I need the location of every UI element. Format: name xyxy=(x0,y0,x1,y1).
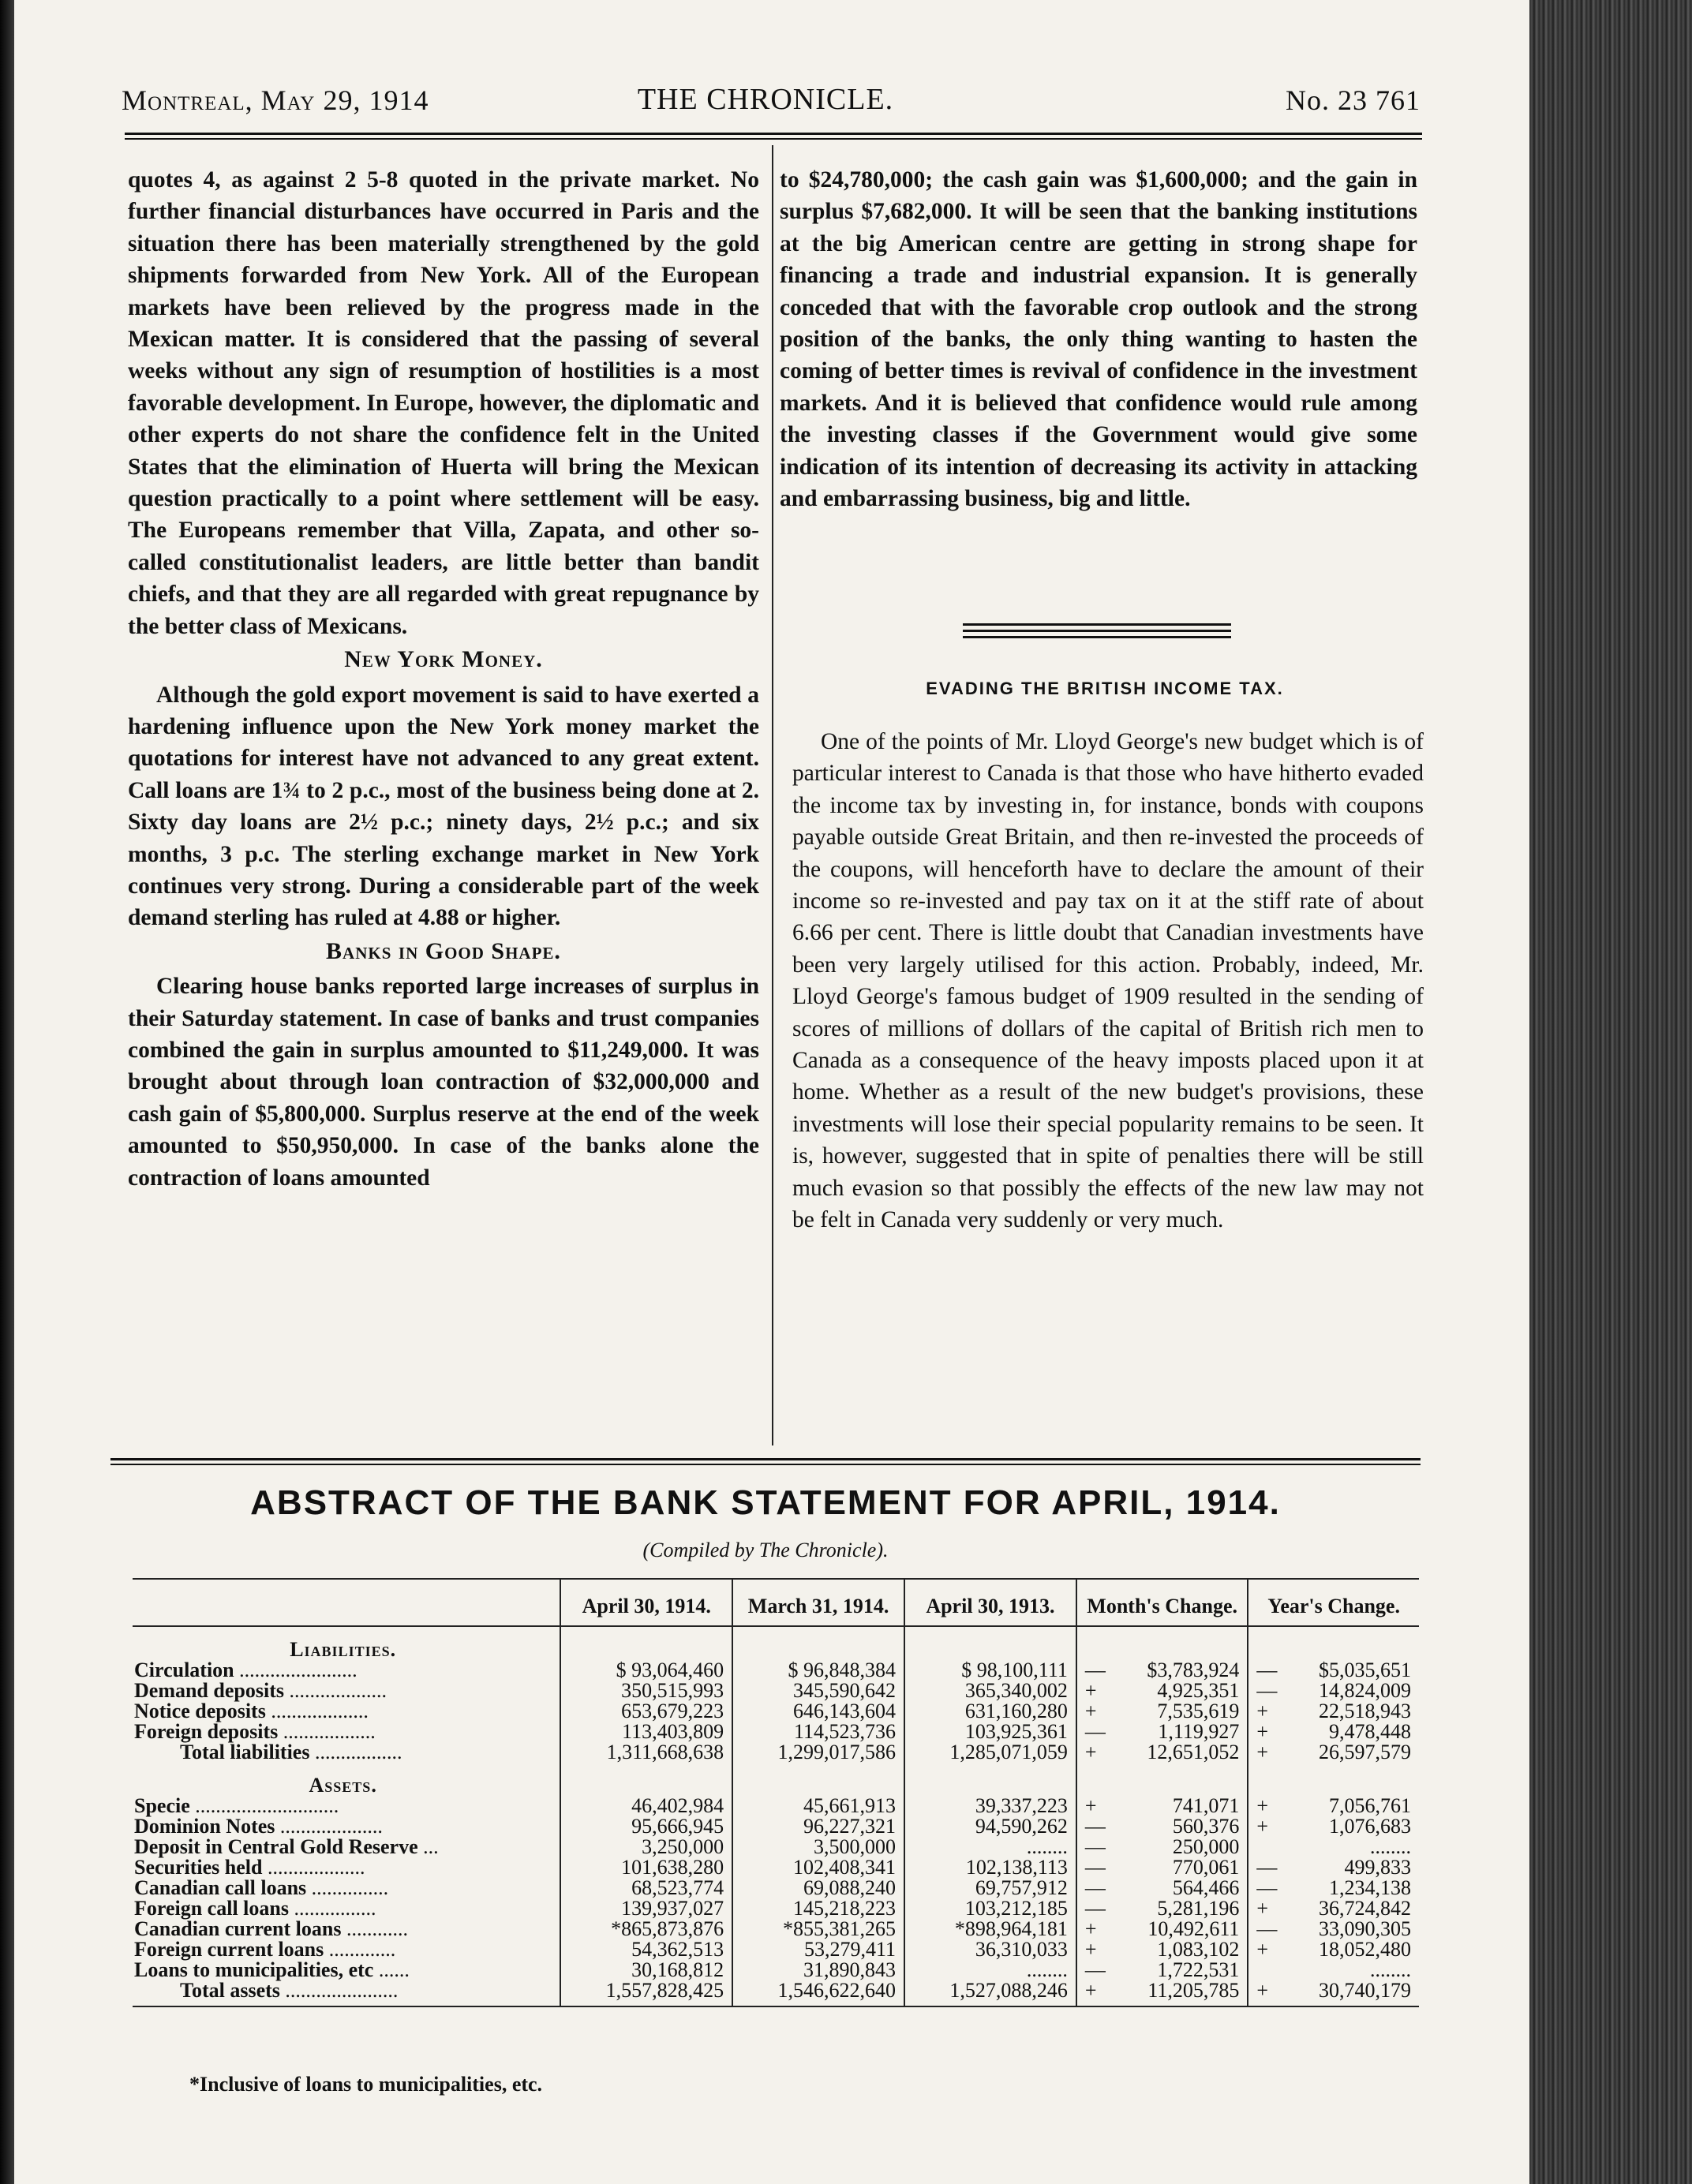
change-sign: + xyxy=(1084,1700,1097,1722)
value-cell: ........ xyxy=(904,1960,1076,1980)
table-header-row xyxy=(133,1579,1419,1626)
value-cell: 1,311,668,638 xyxy=(560,1742,732,1763)
bank-statement-table xyxy=(133,1578,1419,2007)
change-sign: + xyxy=(1084,1917,1097,1940)
value-cell: *865,873,876 xyxy=(560,1919,732,1939)
change-cell xyxy=(1248,1980,1419,2006)
value-cell: 3,250,000 xyxy=(560,1837,732,1857)
change-cell xyxy=(1248,1722,1419,1742)
value-cell: 45,661,913 xyxy=(732,1796,904,1816)
empty-cell xyxy=(904,1626,1076,1660)
empty-cell xyxy=(1248,1763,1419,1796)
book-binding-shadow xyxy=(0,0,14,2184)
change-value: 26,597,579 xyxy=(1319,1741,1411,1763)
row-label: Circulation xyxy=(134,1659,234,1681)
left-paragraph-2: Although the gold export movement is said to have exerted a hardening influence upon the New York money market the quotations for interest have not advanced to any great extent. Call loans are 1¾ to 2 p.c., most of the business being done at 2. Sixty day loans are 2½ p.c.; ninety days, 2½ p.c.; and six months, 3 p.c. The sterling exchange market in New York continues very strong. During a considerable part of the week demand sterling has ruled at 4.88 or higher. xyxy=(128,682,759,931)
left-column xyxy=(128,164,759,1194)
column-header xyxy=(133,1579,560,1626)
change-cell xyxy=(1076,1878,1248,1898)
change-cell xyxy=(1248,1837,1419,1857)
right-paragraph-1: to $24,780,000; the cash gain was $1,600,000; and the gain in surplus $7,682,000. It will be seen that the banking institutions at the big American centre are getting in strong shape for financing a trade and industrial expansion. It is generally conceded that with the favorable crop outlook and the strong position of the banks, the only thing wanting to hasten the coming of better times is revival of confidence in the investment markets. And it is believed that confidence would rule among the investing classes if the Government would give some indication of its intention of decreasing its activity in attacking and embarrassing business, big and little. xyxy=(780,167,1417,512)
change-value: 741,071 xyxy=(1172,1794,1240,1817)
row-label-cell xyxy=(133,1816,560,1837)
value-cell: 653,679,223 xyxy=(560,1701,732,1722)
row-label: Total assets xyxy=(180,1979,280,2002)
row-label-cell xyxy=(133,1878,560,1898)
change-sign: — xyxy=(1256,1659,1278,1681)
table-row xyxy=(133,1980,1419,2006)
statement-top-rule xyxy=(110,1458,1421,1465)
change-sign: — xyxy=(1084,1856,1106,1879)
table-row xyxy=(133,1878,1419,1898)
table-row xyxy=(133,1939,1419,1960)
row-label: Canadian call loans xyxy=(134,1876,307,1899)
value-cell: 101,638,280 xyxy=(560,1857,732,1878)
change-sign: — xyxy=(1256,1856,1278,1879)
change-cell xyxy=(1076,1681,1248,1701)
statement-subtitle: (Compiled by The Chronicle). xyxy=(642,1539,889,1561)
value-cell: 39,337,223 xyxy=(904,1796,1076,1816)
row-label: Canadian current loans xyxy=(134,1917,342,1940)
value-cell: 3,500,000 xyxy=(732,1837,904,1857)
change-sign: — xyxy=(1256,1679,1278,1702)
change-sign: + xyxy=(1084,1938,1097,1961)
change-cell xyxy=(1248,1816,1419,1837)
row-label-cell xyxy=(133,1980,560,2006)
value-cell: *855,381,265 xyxy=(732,1919,904,1939)
change-value: $5,035,651 xyxy=(1319,1659,1411,1681)
value-cell: 31,890,843 xyxy=(732,1960,904,1980)
value-cell: 53,279,411 xyxy=(732,1939,904,1960)
change-value: 7,056,761 xyxy=(1329,1794,1411,1817)
change-cell xyxy=(1248,1681,1419,1701)
leader-dots: ............. xyxy=(324,1938,396,1961)
change-sign: + xyxy=(1256,1700,1269,1722)
change-value: 30,740,179 xyxy=(1319,1979,1411,2002)
change-value: 4,925,351 xyxy=(1157,1679,1240,1702)
table-row xyxy=(133,1796,1419,1816)
right-column-continuation xyxy=(780,164,1417,514)
change-sign: + xyxy=(1256,1815,1269,1838)
row-label-cell xyxy=(133,1939,560,1960)
column-header: Month's Change. xyxy=(1076,1579,1248,1626)
subhead-banks-good-shape: Banks in Good Shape. xyxy=(326,937,561,964)
article-separator xyxy=(963,623,1231,638)
change-value: 1,119,927 xyxy=(1158,1720,1240,1743)
value-cell: 365,340,002 xyxy=(904,1681,1076,1701)
left-paragraph-3: Clearing house banks reported large increases of surplus in their Saturday statement. In case of banks and trust companies combined the gain in surplus amounted to $11,249,000. It was brought about through loan contraction of $32,000,000 and cash gain of $5,800,000. Surplus reserve at the end of the week amounted to $50,950,000. In case of the banks alone the contraction of loans amounted xyxy=(128,974,759,1191)
change-cell xyxy=(1076,1660,1248,1681)
value-cell: 1,285,071,059 xyxy=(904,1742,1076,1763)
change-cell xyxy=(1076,1742,1248,1763)
empty-cell xyxy=(1076,1763,1248,1796)
value-cell: 96,227,321 xyxy=(732,1816,904,1837)
table-row xyxy=(133,1919,1419,1939)
column-header: March 31, 1914. xyxy=(732,1579,904,1626)
article-title-income-tax: EVADING THE BRITISH INCOME TAX. xyxy=(926,679,1284,698)
change-value: 12,651,052 xyxy=(1147,1741,1240,1763)
change-sign: — xyxy=(1256,1917,1278,1940)
change-sign: — xyxy=(1084,1958,1106,1981)
value-cell: 103,212,185 xyxy=(904,1898,1076,1919)
row-label-cell xyxy=(133,1701,560,1722)
change-cell xyxy=(1076,1701,1248,1722)
value-cell: 1,527,088,246 xyxy=(904,1980,1076,2006)
change-sign: — xyxy=(1084,1897,1106,1920)
row-label: Foreign current loans xyxy=(134,1938,324,1961)
row-label: Foreign call loans xyxy=(134,1897,289,1920)
section-label: Assets. xyxy=(309,1774,377,1797)
change-sign: + xyxy=(1084,1979,1097,2002)
table-row xyxy=(133,1701,1419,1722)
row-label: Deposit in Central Gold Reserve xyxy=(134,1835,418,1858)
change-value: 14,824,009 xyxy=(1319,1679,1411,1702)
table-section-row xyxy=(133,1763,1419,1796)
change-value: 9,478,448 xyxy=(1329,1720,1411,1743)
row-label: Securities held xyxy=(134,1856,263,1879)
change-cell xyxy=(1076,1796,1248,1816)
leader-dots: ................ xyxy=(288,1897,376,1920)
value-cell: 69,088,240 xyxy=(732,1878,904,1898)
change-sign: — xyxy=(1084,1876,1106,1899)
value-cell: 46,402,984 xyxy=(560,1796,732,1816)
value-cell: 103,925,361 xyxy=(904,1722,1076,1742)
table-row xyxy=(133,1837,1419,1857)
empty-cell xyxy=(732,1763,904,1796)
leader-dots: ............................ xyxy=(189,1794,339,1817)
table-row xyxy=(133,1742,1419,1763)
table-row xyxy=(133,1722,1419,1742)
change-value: 499,833 xyxy=(1344,1856,1411,1879)
header-rule xyxy=(125,133,1422,140)
change-cell xyxy=(1248,1701,1419,1722)
change-value: 1,083,102 xyxy=(1157,1938,1240,1961)
table-row xyxy=(133,1898,1419,1919)
row-label-cell xyxy=(133,1660,560,1681)
leader-dots: .................... xyxy=(275,1815,383,1838)
row-label-cell xyxy=(133,1960,560,1980)
leader-dots: ................... xyxy=(283,1679,387,1702)
change-cell xyxy=(1248,1660,1419,1681)
empty-cell xyxy=(732,1626,904,1660)
table-section-row xyxy=(133,1626,1419,1660)
row-label-cell xyxy=(133,1919,560,1939)
leader-dots: ................... xyxy=(262,1856,365,1879)
change-sign: — xyxy=(1084,1720,1106,1743)
change-cell xyxy=(1076,1837,1248,1857)
value-cell: 94,590,262 xyxy=(904,1816,1076,1837)
table-row xyxy=(133,1681,1419,1701)
change-sign: + xyxy=(1256,1938,1269,1961)
value-cell: *898,964,181 xyxy=(904,1919,1076,1939)
change-value: 11,205,785 xyxy=(1147,1979,1240,2002)
row-label: Specie xyxy=(134,1794,190,1817)
value-cell: 102,408,341 xyxy=(732,1857,904,1878)
change-value: 22,518,943 xyxy=(1319,1700,1411,1722)
left-paragraph-1: quotes 4, as against 2 5-8 quoted in the private market. No further financial disturbances have occurred in Paris and the situation there has been materially strengthened by the gold shipments forwarded from New York. All of the European markets have been relieved by the progress made in the Mexican matter. It is considered that the passing of several weeks without any sign of resumption of hostilities is a most favorable development. In Europe, however, the diplomatic and other experts do not share the confidence felt in the United States that the elimination of Huerta will bring the Mexican question practically to a point where settlement will be easy. The Europeans remember that Villa, Zapata, and other so-called constitutionalist leaders, are little better than bandit chiefs, and that they are all regarded with great repugnance by the better class of Mexicans. xyxy=(128,167,759,639)
value-cell: 631,160,280 xyxy=(904,1701,1076,1722)
change-sign: + xyxy=(1256,1720,1269,1743)
value-cell: 102,138,113 xyxy=(904,1857,1076,1878)
value-cell: 113,403,809 xyxy=(560,1722,732,1742)
change-cell xyxy=(1076,1816,1248,1837)
empty-cell xyxy=(1076,1626,1248,1660)
row-label-cell xyxy=(133,1722,560,1742)
value-cell: ........ xyxy=(904,1837,1076,1857)
table-footnote: *Inclusive of loans to municipalities, etc. xyxy=(189,2073,543,2096)
leader-dots: ....................... xyxy=(234,1659,357,1681)
change-value: 5,281,196 xyxy=(1157,1897,1240,1920)
value-cell: 646,143,604 xyxy=(732,1701,904,1722)
change-value: 7,535,619 xyxy=(1157,1700,1240,1722)
change-value: 250,000 xyxy=(1172,1835,1240,1858)
table-row xyxy=(133,1816,1419,1837)
subhead-new-york-money: New York Money. xyxy=(344,646,543,673)
change-value: 36,724,842 xyxy=(1319,1897,1411,1920)
row-label-cell xyxy=(133,1898,560,1919)
value-cell: 114,523,736 xyxy=(732,1722,904,1742)
change-value: ........ xyxy=(1370,1958,1411,1981)
value-cell: 68,523,774 xyxy=(560,1878,732,1898)
leader-dots: ...... xyxy=(373,1958,410,1981)
page-header xyxy=(110,79,1421,126)
value-cell: 1,299,017,586 xyxy=(732,1742,904,1763)
column-header: Year's Change. xyxy=(1248,1579,1419,1626)
change-cell xyxy=(1076,1919,1248,1939)
leader-dots: ... xyxy=(417,1835,439,1858)
change-sign: + xyxy=(1256,1741,1269,1763)
change-value: 1,722,531 xyxy=(1157,1958,1240,1981)
change-sign: + xyxy=(1084,1741,1097,1763)
change-sign: + xyxy=(1084,1679,1097,1702)
empty-cell xyxy=(904,1763,1076,1796)
value-cell: 36,310,033 xyxy=(904,1939,1076,1960)
value-cell: 95,666,945 xyxy=(560,1816,732,1837)
section-label: Liabilities. xyxy=(290,1638,397,1661)
change-value: 770,061 xyxy=(1172,1856,1240,1879)
change-cell xyxy=(1076,1980,1248,2006)
value-cell: $ 98,100,111 xyxy=(904,1660,1076,1681)
leader-dots: ............... xyxy=(306,1876,389,1899)
change-cell xyxy=(1248,1939,1419,1960)
row-label-cell xyxy=(133,1857,560,1878)
change-value: $3,783,924 xyxy=(1147,1659,1240,1681)
row-label: Demand deposits xyxy=(134,1679,284,1702)
leader-dots: ...................... xyxy=(279,1979,399,2002)
change-cell xyxy=(1248,1960,1419,1980)
value-cell: 69,757,912 xyxy=(904,1878,1076,1898)
change-cell xyxy=(1076,1722,1248,1742)
row-label: Foreign deposits xyxy=(134,1720,279,1743)
header-dateline: Montreal, May 29, 1914 xyxy=(122,84,429,116)
change-cell xyxy=(1076,1939,1248,1960)
value-cell: 1,546,622,640 xyxy=(732,1980,904,2006)
change-sign: + xyxy=(1256,1794,1269,1817)
leader-dots: ................... xyxy=(265,1700,369,1722)
row-label: Loans to municipalities, etc xyxy=(134,1958,374,1981)
change-cell xyxy=(1076,1857,1248,1878)
row-label-cell xyxy=(133,1681,560,1701)
header-publication: THE CHRONICLE. xyxy=(637,83,894,116)
value-cell: 54,362,513 xyxy=(560,1939,732,1960)
change-cell xyxy=(1248,1742,1419,1763)
change-value: ........ xyxy=(1370,1835,1411,1858)
change-cell xyxy=(1076,1898,1248,1919)
value-cell: $ 93,064,460 xyxy=(560,1660,732,1681)
empty-cell xyxy=(560,1626,732,1660)
table-row xyxy=(133,1857,1419,1878)
value-cell: 145,218,223 xyxy=(732,1898,904,1919)
table-body xyxy=(133,1626,1419,2006)
change-value: 1,234,138 xyxy=(1329,1876,1411,1899)
change-value: 18,052,480 xyxy=(1319,1938,1411,1961)
page-stack-edge xyxy=(1529,0,1692,2184)
leader-dots: ............ xyxy=(341,1917,408,1940)
table-row xyxy=(133,1660,1419,1681)
header-issue-page: No. 23 761 xyxy=(1286,84,1421,116)
value-cell: 1,557,828,425 xyxy=(560,1980,732,2006)
change-sign: + xyxy=(1256,1979,1269,2002)
change-value: 1,076,683 xyxy=(1329,1815,1411,1838)
table-row xyxy=(133,1960,1419,1980)
row-label-cell xyxy=(133,1796,560,1816)
leader-dots: ................. xyxy=(309,1741,402,1763)
row-label: Dominion Notes xyxy=(134,1815,275,1838)
change-sign: — xyxy=(1084,1835,1106,1858)
change-value: 33,090,305 xyxy=(1319,1917,1411,1940)
change-sign: — xyxy=(1256,1876,1278,1899)
change-value: 10,492,611 xyxy=(1147,1917,1240,1940)
column-header: April 30, 1913. xyxy=(904,1579,1076,1626)
row-label: Total liabilities xyxy=(180,1741,310,1763)
value-cell: 139,937,027 xyxy=(560,1898,732,1919)
value-cell: 30,168,812 xyxy=(560,1960,732,1980)
change-cell xyxy=(1248,1878,1419,1898)
row-label-cell xyxy=(133,1742,560,1763)
empty-cell xyxy=(560,1763,732,1796)
change-cell xyxy=(1248,1898,1419,1919)
change-sign: + xyxy=(1256,1897,1269,1920)
change-value: 560,376 xyxy=(1172,1815,1240,1838)
value-cell: $ 96,848,384 xyxy=(732,1660,904,1681)
change-sign: — xyxy=(1084,1815,1106,1838)
empty-cell xyxy=(1248,1626,1419,1660)
change-sign: — xyxy=(1084,1659,1106,1681)
value-cell: 345,590,642 xyxy=(732,1681,904,1701)
change-cell xyxy=(1248,1796,1419,1816)
change-cell xyxy=(1248,1919,1419,1939)
value-cell: 350,515,993 xyxy=(560,1681,732,1701)
row-label-cell xyxy=(133,1837,560,1857)
change-sign: + xyxy=(1084,1794,1097,1817)
row-label: Notice deposits xyxy=(134,1700,266,1722)
change-cell xyxy=(1076,1960,1248,1980)
change-cell xyxy=(1248,1857,1419,1878)
right-paragraph-2: One of the points of Mr. Lloyd George's new budget which is of particular interest to Canada is that those who have hitherto evaded the income tax by investing in, for instance, bonds with coupons payable outside Great Britain, and then re-invested the proceeds of the coupons, will henceforth have to declare the amount of their income so re-invested and pay tax on it at the stiff rate of about 6.66 per cent. There is little doubt that Canadian investments have been very largely utilised for this action. Probably, indeed, Mr. Lloyd George's famous budget of 1909 resulted in the sending of scores of millions of dollars of the capital of British rich men to Canada as a consequence of the heavy imposts placed upon it at home. Whether as a result of the new budget's provisions, these investments will lose their special popularity remains to be seen. It is, however, suggested that in spite of penalties there will be still much evasion so that possibly the effects of the new law may not be felt in Canada very suddenly or very much. xyxy=(792,729,1424,1233)
income-tax-article xyxy=(792,726,1424,1236)
change-value: 564,466 xyxy=(1172,1876,1240,1899)
leader-dots: .................. xyxy=(278,1720,376,1743)
column-header: April 30, 1914. xyxy=(560,1579,732,1626)
statement-title: ABSTRACT OF THE BANK STATEMENT FOR APRIL, 1914. xyxy=(250,1483,1281,1522)
column-divider xyxy=(772,145,773,1445)
